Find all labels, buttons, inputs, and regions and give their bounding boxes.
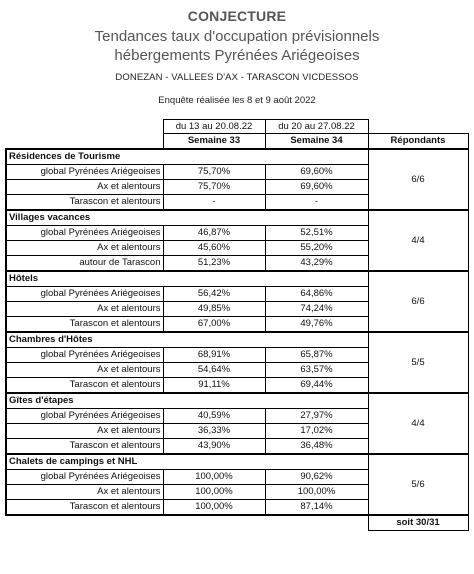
date-week-33: du 13 au 20.08.22 <box>163 120 265 134</box>
value-week-33: 100,00% <box>163 485 265 500</box>
value-week-33: 36,33% <box>163 424 265 439</box>
value-week-34: 52,51% <box>265 226 368 241</box>
category-row <box>6 271 468 287</box>
row-label: global Pyrénées Ariégeoises <box>6 165 163 180</box>
value-week-34: - <box>265 195 368 211</box>
value-week-33: 67,00% <box>163 317 265 333</box>
category-fill <box>163 332 265 348</box>
value-week-34: 43,29% <box>265 256 368 272</box>
category-fill <box>265 454 368 470</box>
row-label: Ax et alentours <box>6 485 163 500</box>
category-name: Hôtels <box>6 271 163 287</box>
week-header-row <box>6 134 468 150</box>
category-row <box>6 332 468 348</box>
date-row <box>6 120 468 134</box>
row-label: Ax et alentours <box>6 302 163 317</box>
value-week-34: 69,60% <box>265 165 368 180</box>
subtitle-line-2: hébergements Pyrénées Ariégeoises <box>114 47 360 64</box>
respondents-cell: 6/6 <box>368 149 468 210</box>
category-name: Résidences de Tourisme <box>6 149 163 165</box>
category-fill <box>163 393 265 409</box>
row-label: Ax et alentours <box>6 363 163 378</box>
row-label: autour de Tarascon <box>6 256 163 272</box>
value-week-33: 43,90% <box>163 439 265 455</box>
value-week-33: 56,42% <box>163 287 265 302</box>
subtitle-line-1: Tendances taux d'occupation prévisionnels <box>94 28 380 45</box>
respondents-cell: 5/6 <box>368 454 468 515</box>
value-week-34: 69,44% <box>265 378 368 394</box>
value-week-34: 100,00% <box>265 485 368 500</box>
page-title: CONJECTURE <box>187 8 287 24</box>
respondents-cell: 5/5 <box>368 332 468 393</box>
row-label: Tarascon et alentours <box>6 317 163 333</box>
row-label: global Pyrénées Ariégeoises <box>6 348 163 363</box>
value-week-34: 74,24% <box>265 302 368 317</box>
value-week-34: 90,62% <box>265 470 368 485</box>
category-fill <box>163 149 265 165</box>
row-label: Tarascon et alentours <box>6 195 163 211</box>
value-week-34: 69,60% <box>265 180 368 195</box>
occupancy-table <box>5 119 469 531</box>
category-row <box>6 210 468 226</box>
region-label: DONEZAN - VALLEES D'AX - TARASCON VICDESSOS <box>115 72 359 83</box>
value-week-33: 45,60% <box>163 241 265 256</box>
category-name: Gîtes d'étapes <box>6 393 163 409</box>
value-week-34: 63,57% <box>265 363 368 378</box>
corner-cell <box>6 134 163 150</box>
value-week-33: 100,00% <box>163 470 265 485</box>
value-week-33: 40,59% <box>163 409 265 424</box>
total-blank <box>265 515 368 531</box>
row-label: global Pyrénées Ariégeoises <box>6 287 163 302</box>
value-week-34: 49,76% <box>265 317 368 333</box>
total-blank <box>163 515 265 531</box>
row-label: Ax et alentours <box>6 180 163 195</box>
value-week-33: 68,91% <box>163 348 265 363</box>
category-fill <box>265 271 368 287</box>
value-week-33: 54,64% <box>163 363 265 378</box>
date-blank <box>368 120 468 134</box>
value-week-34: 55,20% <box>265 241 368 256</box>
category-fill <box>265 332 368 348</box>
date-week-34: du 20 au 27.08.22 <box>265 120 368 134</box>
value-week-33: 75,70% <box>163 165 265 180</box>
value-week-33: 46,87% <box>163 226 265 241</box>
category-row <box>6 393 468 409</box>
row-label: global Pyrénées Ariégeoises <box>6 409 163 424</box>
survey-date: Enquête réalisée les 8 et 9 août 2022 <box>158 95 316 106</box>
value-week-33: 51,23% <box>163 256 265 272</box>
category-fill <box>265 210 368 226</box>
row-label: global Pyrénées Ariégeoises <box>6 226 163 241</box>
category-name: Villages vacances <box>6 210 163 226</box>
value-week-34: 36,48% <box>265 439 368 455</box>
value-week-34: 17,02% <box>265 424 368 439</box>
category-row <box>6 149 468 165</box>
row-label: Ax et alentours <box>6 424 163 439</box>
row-label: Tarascon et alentours <box>6 500 163 516</box>
page-subtitle <box>0 27 474 65</box>
value-week-34: 87,14% <box>265 500 368 516</box>
category-row <box>6 454 468 470</box>
value-week-33: 49,85% <box>163 302 265 317</box>
category-fill <box>163 210 265 226</box>
row-label: Tarascon et alentours <box>6 378 163 394</box>
total-row <box>6 515 468 531</box>
value-week-34: 27,97% <box>265 409 368 424</box>
table-body <box>6 149 468 531</box>
respondents-cell: 4/4 <box>368 393 468 454</box>
value-week-33: 91,11% <box>163 378 265 394</box>
category-fill <box>265 149 368 165</box>
row-label: Ax et alentours <box>6 241 163 256</box>
value-week-33: 75,70% <box>163 180 265 195</box>
total-blank <box>6 515 163 531</box>
category-fill <box>163 271 265 287</box>
value-week-33: - <box>163 195 265 211</box>
respondents-cell: 6/6 <box>368 271 468 332</box>
row-label: global Pyrénées Ariégeoises <box>6 470 163 485</box>
value-week-34: 64,86% <box>265 287 368 302</box>
col-header-week-34: Semaine 34 <box>265 134 368 150</box>
category-name: Chambres d'Hôtes <box>6 332 163 348</box>
total-respondents: soit 30/31 <box>368 515 468 531</box>
row-label: Tarascon et alentours <box>6 439 163 455</box>
category-fill <box>265 393 368 409</box>
corner-cell <box>6 120 163 134</box>
value-week-34: 65,87% <box>265 348 368 363</box>
respondents-cell: 4/4 <box>368 210 468 271</box>
col-header-respondents: Répondants <box>368 134 468 150</box>
category-fill <box>163 454 265 470</box>
col-header-week-33: Semaine 33 <box>163 134 265 150</box>
value-week-33: 100,00% <box>163 500 265 516</box>
category-name: Chalets de campings et NHL <box>6 454 163 470</box>
